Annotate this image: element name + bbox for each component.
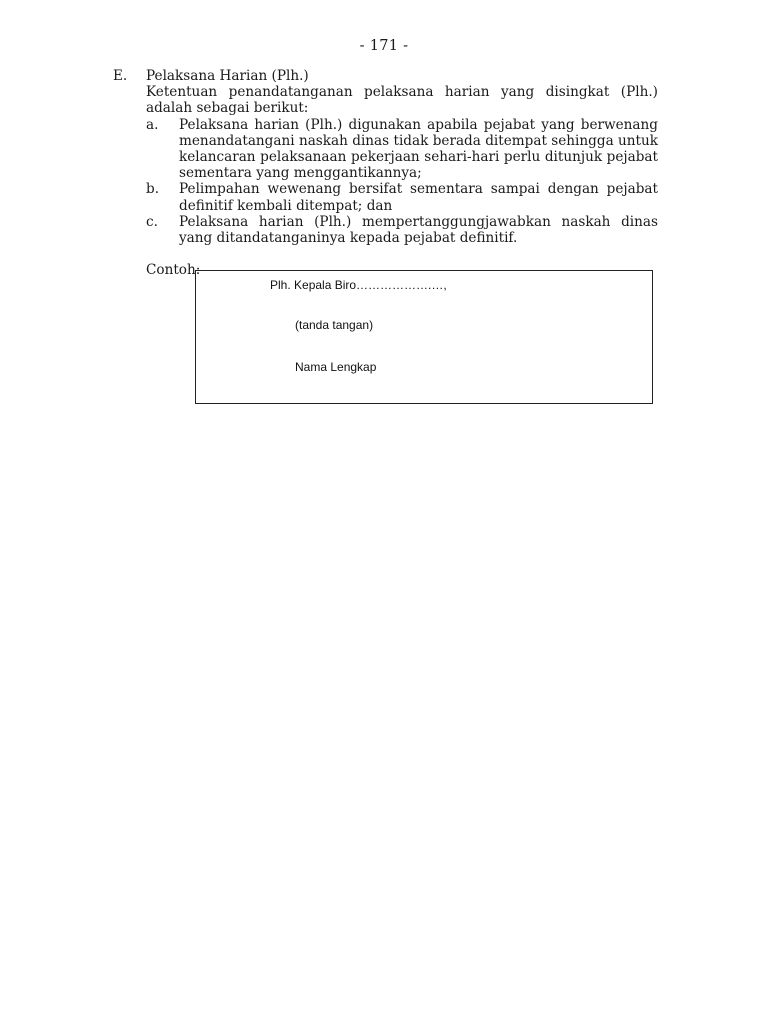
list-item <box>113 181 658 213</box>
example-label: Contoh: <box>146 262 201 279</box>
section-title: Pelaksana Harian (Plh.) <box>146 68 309 84</box>
list-item-letter: b. <box>146 181 160 198</box>
full-name-placeholder: Nama Lengkap <box>295 360 377 374</box>
signature-placeholder: (tanda tangan) <box>295 318 374 332</box>
signature-example-box <box>195 270 653 404</box>
section-letter: E. <box>113 68 128 84</box>
list-item <box>113 117 658 182</box>
list-item-letter: a. <box>146 116 159 133</box>
page-number: - 171 - <box>359 38 409 54</box>
list-item-letter: c. <box>146 213 158 230</box>
section-content <box>146 68 658 278</box>
provision-list <box>113 117 658 247</box>
signatory-title: Plh. Kepala Biro……………….…, <box>270 278 447 292</box>
list-item-text: Pelaksana harian (Plh.) mempertanggungjawabkan naskah dinas yang ditandatanganinya kepada pejabat definitif. <box>179 213 658 247</box>
section-heading <box>113 68 658 278</box>
list-item-text: Pelaksana harian (Plh.) digunakan apabila pejabat yang berwenang menandatangani naskah dinas tidak berada ditempat sehingga untuk kelancaran pelaksanaan pekerjaan sehari-hari perlu ditunjuk pejabat sementara yang menggantikannya; <box>179 116 658 182</box>
list-item-text: Pelimpahan wewenang bersifat sementara sampai dengan pejabat definitif kembali ditempat; dan <box>179 181 658 214</box>
section-intro: Ketentuan penandatanganan pelaksana harian yang disingkat (Plh.) adalah sebagai berikut: <box>146 84 658 117</box>
list-item <box>113 214 658 246</box>
section-e <box>113 68 658 278</box>
